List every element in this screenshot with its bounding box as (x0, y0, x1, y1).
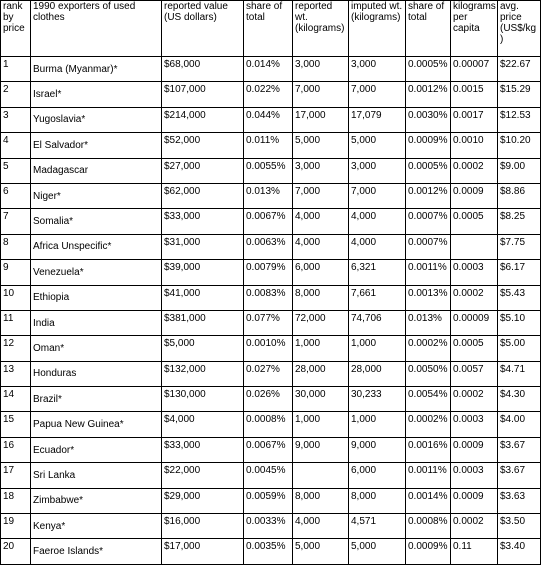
imputed-weight-cell: 1,000 (349, 412, 406, 437)
weight-share-cell: 0.0016% (406, 437, 451, 462)
kg-per-capita-cell: 0.0002 (451, 387, 498, 412)
exporter-cell: Brazil* (31, 387, 162, 412)
reported-weight-cell: 9,000 (293, 437, 349, 462)
reported-weight-cell: 1,000 (293, 412, 349, 437)
imputed-weight-cell: 4,571 (349, 514, 406, 539)
reported-weight-cell: 4,000 (293, 209, 349, 234)
imputed-weight-cell: 17,079 (349, 107, 406, 132)
weight-share-cell: 0.0007% (406, 234, 451, 259)
table-row (1, 387, 541, 412)
weight-share-cell: 0.0008% (406, 514, 451, 539)
imputed-weight-cell: 7,661 (349, 285, 406, 310)
imputed-weight-cell: 7,000 (349, 183, 406, 208)
header-reported-value: reported value (US dollars) (162, 1, 244, 57)
imputed-weight-cell: 4,000 (349, 209, 406, 234)
avg-price-cell: $8.86 (498, 183, 541, 208)
kg-per-capita-cell: 0.0003 (451, 463, 498, 488)
weight-share-cell: 0.0012% (406, 183, 451, 208)
table-row (1, 310, 541, 335)
imputed-weight-cell: 6,000 (349, 463, 406, 488)
weight-share-cell: 0.0002% (406, 412, 451, 437)
reported-value-cell: $16,000 (162, 514, 244, 539)
kg-per-capita-cell: 0.0005 (451, 209, 498, 234)
avg-price-cell: $8.25 (498, 209, 541, 234)
value-share-cell: 0.014% (244, 57, 293, 82)
reported-weight-cell: 30,000 (293, 387, 349, 412)
imputed-weight-cell: 4,000 (349, 234, 406, 259)
rank-cell: 15 (1, 412, 31, 437)
rank-cell: 3 (1, 107, 31, 132)
value-share-cell: 0.011% (244, 133, 293, 158)
reported-value-cell: $62,000 (162, 183, 244, 208)
imputed-weight-cell: 3,000 (349, 57, 406, 82)
table-row (1, 183, 541, 208)
kg-per-capita-cell: 0.00007 (451, 57, 498, 82)
value-share-cell: 0.0083% (244, 285, 293, 310)
rank-cell: 19 (1, 514, 31, 539)
value-share-cell: 0.0035% (244, 539, 293, 565)
imputed-weight-cell: 7,000 (349, 82, 406, 107)
reported-value-cell: $29,000 (162, 488, 244, 513)
weight-share-cell: 0.0012% (406, 82, 451, 107)
table-row (1, 488, 541, 513)
kg-per-capita-cell: 0.0002 (451, 158, 498, 183)
table-row (1, 209, 541, 234)
exporter-cell: Ethiopia (31, 285, 162, 310)
value-share-cell: 0.0008% (244, 412, 293, 437)
exporter-cell: Yugoslavia* (31, 107, 162, 132)
reported-weight-cell: 3,000 (293, 158, 349, 183)
rank-cell: 9 (1, 260, 31, 285)
header-weight-share: share of total (406, 1, 451, 57)
reported-weight-cell (293, 463, 349, 488)
reported-weight-cell: 3,000 (293, 57, 349, 82)
kg-per-capita-cell: 0.0009 (451, 437, 498, 462)
rank-cell: 11 (1, 310, 31, 335)
header-avg-price: avg. price (US$/kg) (498, 1, 541, 57)
header-reported-weight: reported wt. (kilograms) (293, 1, 349, 57)
reported-value-cell: $33,000 (162, 437, 244, 462)
value-share-cell: 0.044% (244, 107, 293, 132)
kg-per-capita-cell: 0.0017 (451, 107, 498, 132)
weight-share-cell: 0.0002% (406, 336, 451, 361)
weight-share-cell: 0.0005% (406, 158, 451, 183)
table-row (1, 361, 541, 386)
kg-per-capita-cell: 0.0010 (451, 133, 498, 158)
weight-share-cell: 0.0054% (406, 387, 451, 412)
value-share-cell: 0.0059% (244, 488, 293, 513)
table-row (1, 133, 541, 158)
value-share-cell: 0.0033% (244, 514, 293, 539)
avg-price-cell: $5.10 (498, 310, 541, 335)
reported-weight-cell: 28,000 (293, 361, 349, 386)
weight-share-cell: 0.0030% (406, 107, 451, 132)
weight-share-cell: 0.0009% (406, 539, 451, 565)
imputed-weight-cell: 8,000 (349, 488, 406, 513)
avg-price-cell: $3.67 (498, 463, 541, 488)
weight-share-cell: 0.0005% (406, 57, 451, 82)
rank-cell: 6 (1, 183, 31, 208)
reported-weight-cell: 4,000 (293, 234, 349, 259)
weight-share-cell: 0.0014% (406, 488, 451, 513)
avg-price-cell: $10.20 (498, 133, 541, 158)
table-body (1, 57, 541, 565)
header-kg-per-capita: kilograms per capita (451, 1, 498, 57)
avg-price-cell: $12.53 (498, 107, 541, 132)
weight-share-cell: 0.0011% (406, 260, 451, 285)
exporter-cell: Zimbabwe* (31, 488, 162, 513)
imputed-weight-cell: 3,000 (349, 158, 406, 183)
kg-per-capita-cell: 0.0002 (451, 285, 498, 310)
imputed-weight-cell: 9,000 (349, 437, 406, 462)
table-header (1, 1, 541, 57)
exporter-cell: Oman* (31, 336, 162, 361)
rank-cell: 13 (1, 361, 31, 386)
reported-value-cell: $107,000 (162, 82, 244, 107)
imputed-weight-cell: 5,000 (349, 539, 406, 565)
reported-weight-cell: 4,000 (293, 514, 349, 539)
imputed-weight-cell: 74,706 (349, 310, 406, 335)
avg-price-cell: $4.71 (498, 361, 541, 386)
kg-per-capita-cell: 0.0015 (451, 82, 498, 107)
table-row (1, 539, 541, 565)
reported-value-cell: $68,000 (162, 57, 244, 82)
reported-value-cell: $4,000 (162, 412, 244, 437)
header-rank: rank by price (1, 1, 31, 57)
exporter-cell: Israel* (31, 82, 162, 107)
reported-value-cell: $52,000 (162, 133, 244, 158)
rank-cell: 4 (1, 133, 31, 158)
exporter-cell: India (31, 310, 162, 335)
kg-per-capita-cell: 0.00009 (451, 310, 498, 335)
table-row (1, 234, 541, 259)
table-row (1, 514, 541, 539)
rank-cell: 8 (1, 234, 31, 259)
rank-cell: 17 (1, 463, 31, 488)
imputed-weight-cell: 1,000 (349, 336, 406, 361)
header-imputed-weight: imputed wt. (kilograms) (349, 1, 406, 57)
reported-value-cell: $130,000 (162, 387, 244, 412)
imputed-weight-cell: 6,321 (349, 260, 406, 285)
rank-cell: 16 (1, 437, 31, 462)
imputed-weight-cell: 30,233 (349, 387, 406, 412)
reported-weight-cell: 1,000 (293, 336, 349, 361)
kg-per-capita-cell (451, 234, 498, 259)
reported-weight-cell: 7,000 (293, 82, 349, 107)
avg-price-cell: $5.43 (498, 285, 541, 310)
kg-per-capita-cell: 0.0003 (451, 260, 498, 285)
weight-share-cell: 0.0011% (406, 463, 451, 488)
reported-weight-cell: 17,000 (293, 107, 349, 132)
reported-weight-cell: 8,000 (293, 488, 349, 513)
avg-price-cell: $3.67 (498, 437, 541, 462)
value-share-cell: 0.026% (244, 387, 293, 412)
reported-weight-cell: 7,000 (293, 183, 349, 208)
reported-value-cell: $5,000 (162, 336, 244, 361)
exporter-cell: Ecuador* (31, 437, 162, 462)
table-row (1, 437, 541, 462)
exporter-cell: Honduras (31, 361, 162, 386)
rank-cell: 7 (1, 209, 31, 234)
exporter-cell: Kenya* (31, 514, 162, 539)
value-share-cell: 0.0079% (244, 260, 293, 285)
exporter-cell: Papua New Guinea* (31, 412, 162, 437)
weight-share-cell: 0.0013% (406, 285, 451, 310)
table-row (1, 57, 541, 82)
reported-value-cell: $214,000 (162, 107, 244, 132)
value-share-cell: 0.027% (244, 361, 293, 386)
reported-weight-cell: 8,000 (293, 285, 349, 310)
header-row (1, 1, 541, 57)
value-share-cell: 0.022% (244, 82, 293, 107)
table-row (1, 107, 541, 132)
kg-per-capita-cell: 0.0057 (451, 361, 498, 386)
rank-cell: 18 (1, 488, 31, 513)
table-row (1, 336, 541, 361)
kg-per-capita-cell: 0.0009 (451, 488, 498, 513)
rank-cell: 1 (1, 57, 31, 82)
rank-cell: 20 (1, 539, 31, 565)
exporter-cell: Madagascar (31, 158, 162, 183)
value-share-cell: 0.0067% (244, 437, 293, 462)
avg-price-cell: $6.17 (498, 260, 541, 285)
weight-share-cell: 0.013% (406, 310, 451, 335)
rank-cell: 10 (1, 285, 31, 310)
kg-per-capita-cell: 0.0009 (451, 183, 498, 208)
reported-value-cell: $132,000 (162, 361, 244, 386)
rank-cell: 5 (1, 158, 31, 183)
weight-share-cell: 0.0050% (406, 361, 451, 386)
value-share-cell: 0.0055% (244, 158, 293, 183)
rank-cell: 14 (1, 387, 31, 412)
value-share-cell: 0.013% (244, 183, 293, 208)
table-row (1, 158, 541, 183)
weight-share-cell: 0.0009% (406, 133, 451, 158)
avg-price-cell: $3.63 (498, 488, 541, 513)
exporter-cell: Burma (Myanmar)* (31, 57, 162, 82)
avg-price-cell: $4.00 (498, 412, 541, 437)
reported-value-cell: $17,000 (162, 539, 244, 565)
reported-value-cell: $39,000 (162, 260, 244, 285)
imputed-weight-cell: 28,000 (349, 361, 406, 386)
exporter-cell: Venezuela* (31, 260, 162, 285)
table-row (1, 260, 541, 285)
weight-share-cell: 0.0007% (406, 209, 451, 234)
reported-value-cell: $381,000 (162, 310, 244, 335)
exporter-cell: Sri Lanka (31, 463, 162, 488)
kg-per-capita-cell: 0.0002 (451, 514, 498, 539)
avg-price-cell: $4.30 (498, 387, 541, 412)
reported-value-cell: $31,000 (162, 234, 244, 259)
kg-per-capita-cell: 0.11 (451, 539, 498, 565)
reported-weight-cell: 6,000 (293, 260, 349, 285)
kg-per-capita-cell: 0.0003 (451, 412, 498, 437)
exporter-cell: El Salvador* (31, 133, 162, 158)
kg-per-capita-cell: 0.0005 (451, 336, 498, 361)
table-row (1, 285, 541, 310)
reported-value-cell: $27,000 (162, 158, 244, 183)
exporter-cell: Somalia* (31, 209, 162, 234)
avg-price-cell: $3.40 (498, 539, 541, 565)
reported-weight-cell: 5,000 (293, 539, 349, 565)
reported-weight-cell: 5,000 (293, 133, 349, 158)
rank-cell: 2 (1, 82, 31, 107)
avg-price-cell: $15.29 (498, 82, 541, 107)
value-share-cell: 0.0067% (244, 209, 293, 234)
imputed-weight-cell: 5,000 (349, 133, 406, 158)
value-share-cell: 0.0063% (244, 234, 293, 259)
value-share-cell: 0.0010% (244, 336, 293, 361)
table-row (1, 463, 541, 488)
table-row (1, 82, 541, 107)
avg-price-cell: $3.50 (498, 514, 541, 539)
exporter-cell: Faeroe Islands* (31, 539, 162, 565)
avg-price-cell: $22.67 (498, 57, 541, 82)
reported-weight-cell: 72,000 (293, 310, 349, 335)
exporter-cell: Africa Unspecific* (31, 234, 162, 259)
value-share-cell: 0.077% (244, 310, 293, 335)
rank-cell: 12 (1, 336, 31, 361)
header-value-share: share of total (244, 1, 293, 57)
exporter-cell: Niger* (31, 183, 162, 208)
table-row (1, 412, 541, 437)
header-exporter: 1990 exporters of used clothes (31, 1, 162, 57)
avg-price-cell: $5.00 (498, 336, 541, 361)
avg-price-cell: $9.00 (498, 158, 541, 183)
value-share-cell: 0.0045% (244, 463, 293, 488)
reported-value-cell: $41,000 (162, 285, 244, 310)
avg-price-cell: $7.75 (498, 234, 541, 259)
reported-value-cell: $22,000 (162, 463, 244, 488)
reported-value-cell: $33,000 (162, 209, 244, 234)
